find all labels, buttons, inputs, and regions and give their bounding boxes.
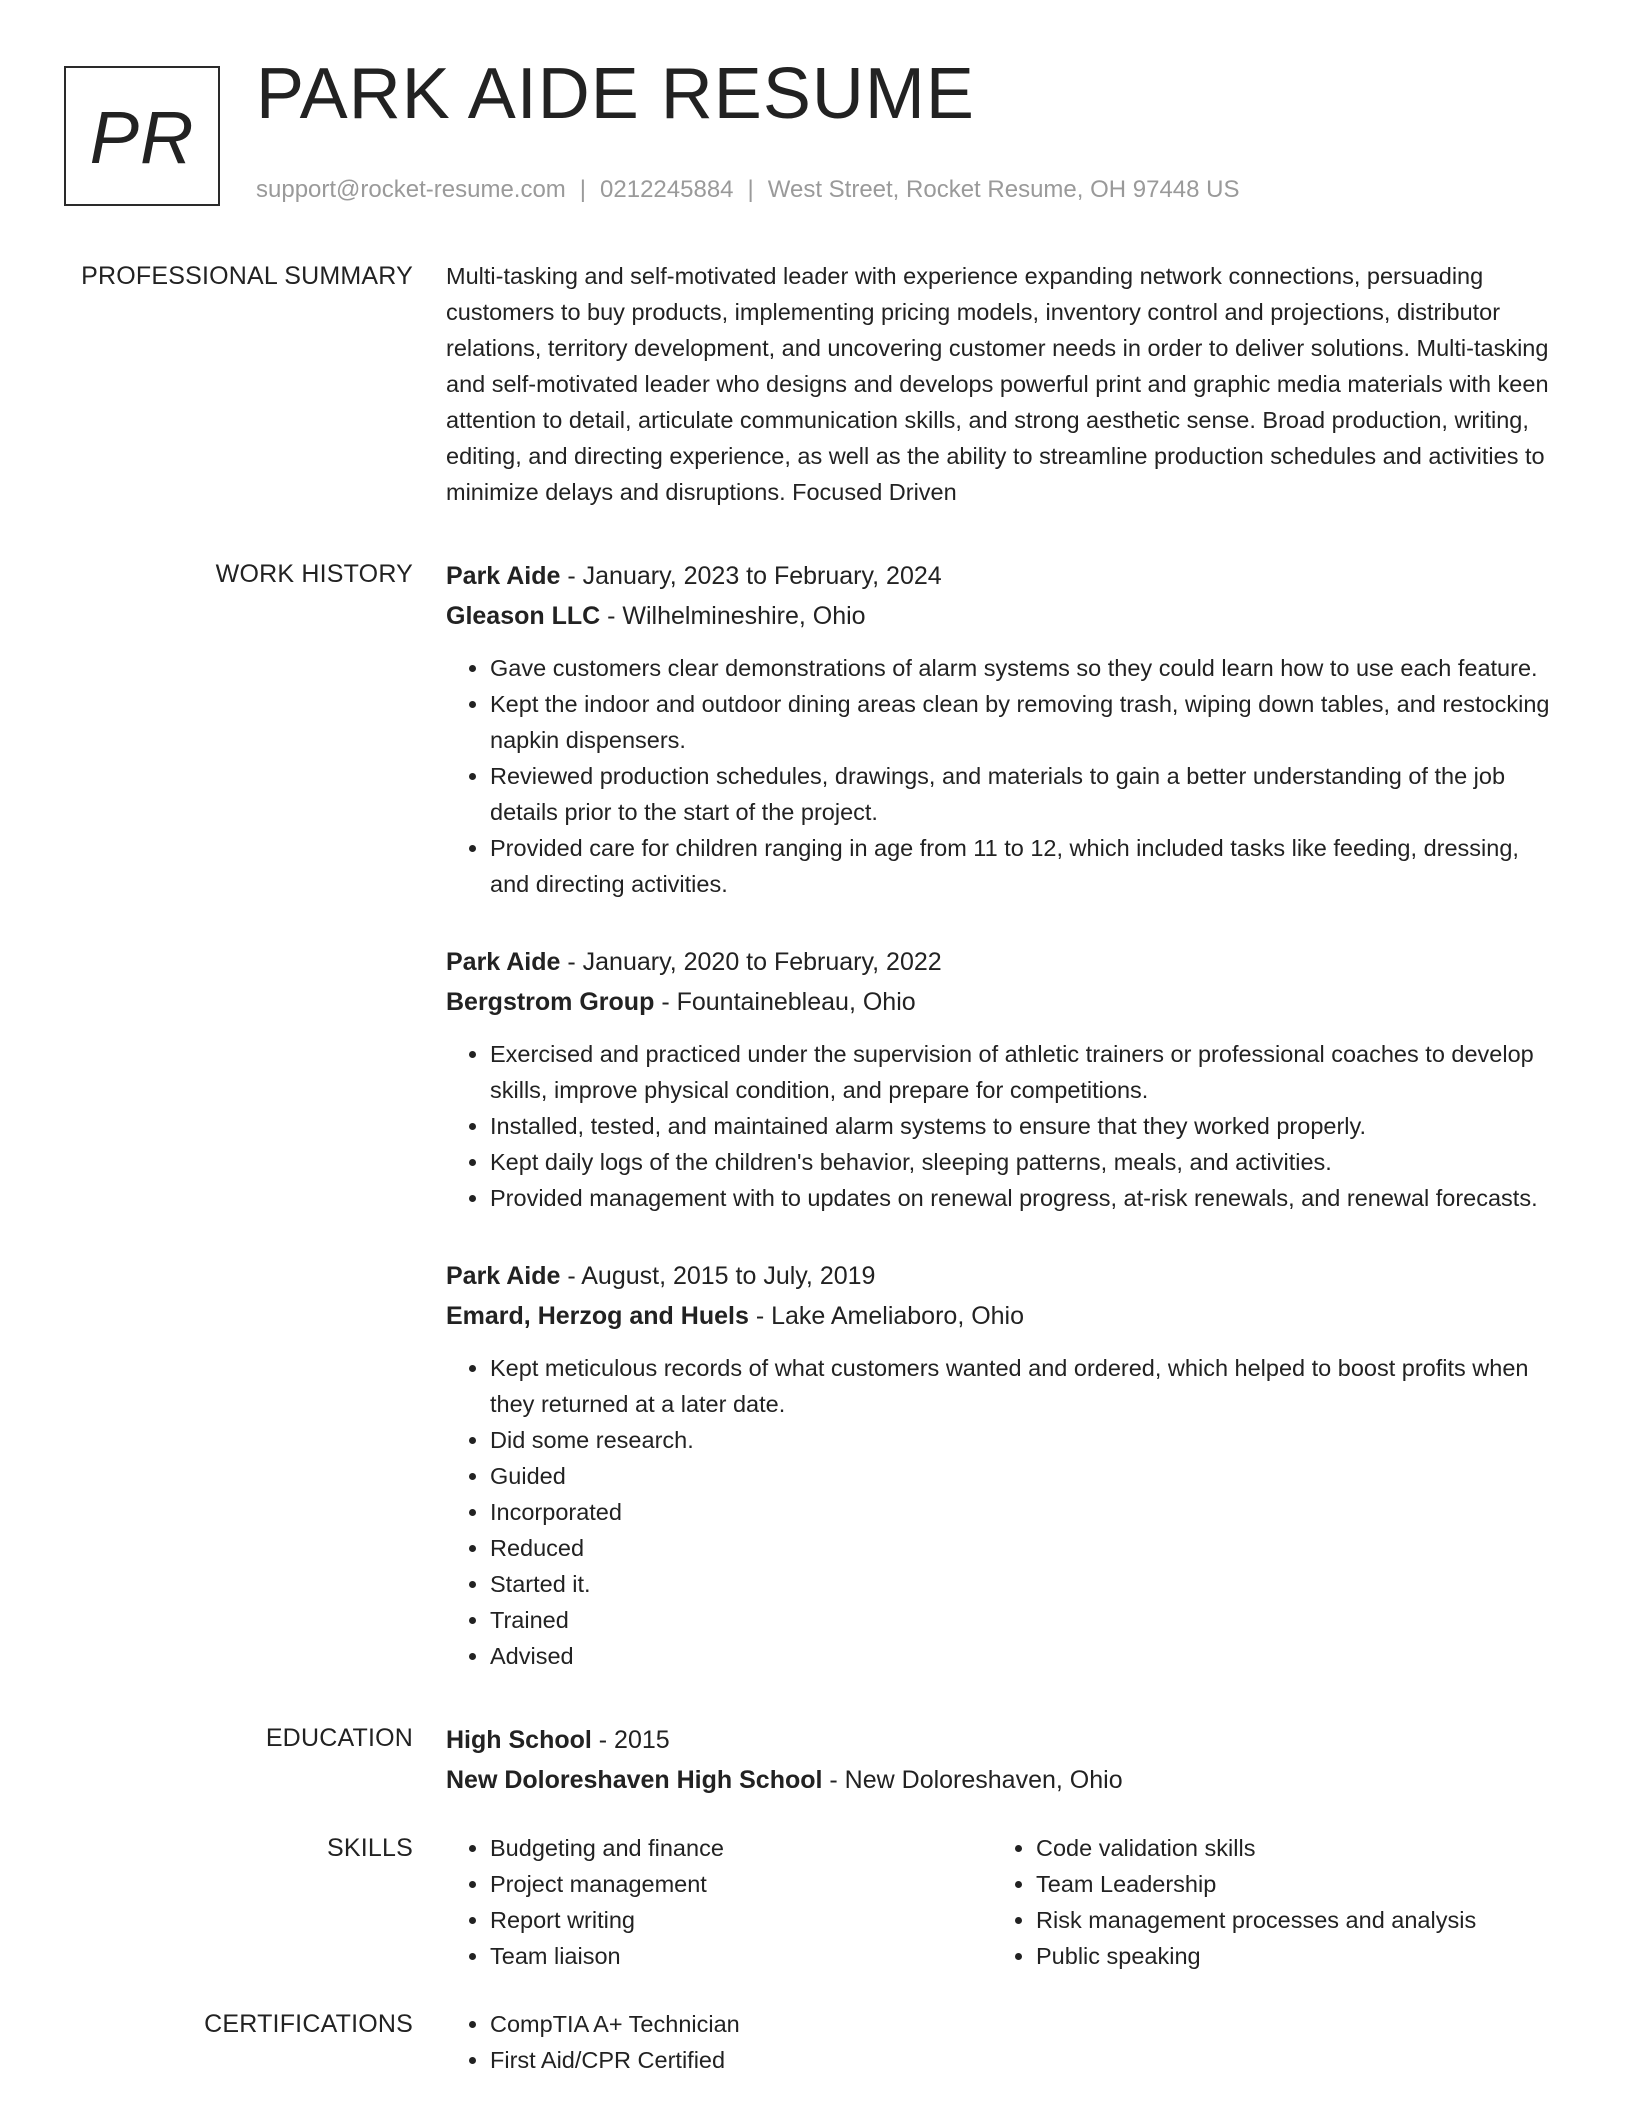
summary-text: Multi-tasking and self-motivated leader with experience expanding network connections, persuading customers to buy products, implementing pricing models, inventory control and projections, distributor relations, territory development, and uncovering customer needs in order to deliver solutions. Multi-tasking and self-motivated leader who designs and develops powerful print and graphic media materials with keen attention to detail, articulate communication skills, and strong aesthetic sense. Broad production, writing, editing, and directing experience, as well as the ability to streamline production schedules and activities to minimize delays and disruptions. Focused Driven — [446, 263, 1549, 505]
certification-item: • CompTIA A+ Technician — [490, 2006, 1558, 2042]
education-section — [0, 1720, 1632, 1800]
skill-item: • Risk management processes and analysis — [1036, 1902, 1538, 1938]
certifications-section — [0, 2006, 1632, 2078]
duty-item: • Reviewed production schedules, drawings, and materials to gain a better understanding of the job details prior to the start of the project. — [490, 758, 1558, 830]
duty-item: • Incorporated — [490, 1494, 1558, 1530]
certifications-heading: CERTIFICATIONS — [204, 2010, 413, 2038]
skill-item: • Budgeting and finance — [490, 1830, 992, 1866]
contact-phone: 0212245884 — [600, 176, 734, 203]
contact-separator: | — [579, 176, 587, 203]
job-title-line — [446, 1256, 1558, 1296]
education-degree-line — [446, 1720, 1558, 1760]
job-dates: - August, 2015 to July, 2019 — [567, 1262, 876, 1290]
job-title: Park Aide — [446, 948, 561, 976]
education-degree: High School — [446, 1726, 592, 1754]
job-dates: - January, 2023 to February, 2024 — [567, 562, 942, 590]
education-location: - New Doloreshaven, Ohio — [829, 1766, 1123, 1794]
duty-item: • Did some research. — [490, 1422, 1558, 1458]
job-company-line — [446, 596, 1558, 636]
education-year: - 2015 — [598, 1726, 670, 1754]
job-entry — [446, 942, 1558, 1216]
monogram-box — [64, 66, 220, 206]
job-title-line — [446, 556, 1558, 596]
resume-sections — [0, 258, 1632, 2078]
skills-column-right — [992, 1830, 1538, 1974]
duty-item: • Kept the indoor and outdoor dining areas clean by removing trash, wiping down tables, and restocking napkin dispensers. — [490, 686, 1558, 758]
duty-item: • Reduced — [490, 1530, 1558, 1566]
job-company: Gleason LLC — [446, 602, 601, 630]
job-company-line — [446, 982, 1558, 1022]
job-title-line — [446, 942, 1558, 982]
skills-grid — [446, 1830, 1558, 1974]
education-school-line — [446, 1760, 1558, 1800]
job-list — [446, 556, 1558, 1704]
skills-column-left — [446, 1830, 992, 1974]
skills-section — [0, 1830, 1632, 1974]
monogram-initials: PR — [89, 95, 195, 179]
duty-item: • Gave customers clear demonstrations of alarm systems so they could learn how to use each feature. — [490, 650, 1558, 686]
job-location: - Lake Ameliaboro, Ohio — [755, 1302, 1025, 1330]
job-entry — [446, 1256, 1558, 1674]
skill-item: • Team Leadership — [1036, 1866, 1538, 1902]
duty-item: • Provided management with to updates on renewal progress, at-risk renewals, and renewal forecasts. — [490, 1180, 1558, 1216]
duty-item: • Installed, tested, and maintained alarm systems to ensure that they worked properly. — [490, 1108, 1558, 1144]
certification-item: • First Aid/CPR Certified — [490, 2042, 1558, 2078]
duty-item: • Trained — [490, 1602, 1558, 1638]
skill-item: • Team liaison — [490, 1938, 992, 1974]
summary-heading: PROFESSIONAL SUMMARY — [81, 262, 413, 290]
contact-separator: | — [747, 176, 754, 203]
certifications-list — [446, 2006, 1558, 2078]
work-history-heading: WORK HISTORY — [215, 560, 413, 588]
skill-item: • Project management — [490, 1866, 992, 1902]
job-company: Emard, Herzog and Huels — [446, 1302, 749, 1330]
duty-item: • Guided — [490, 1458, 1558, 1494]
job-location: - Fountainebleau, Ohio — [661, 988, 916, 1016]
job-dates: - January, 2020 to February, 2022 — [567, 948, 942, 976]
contact-email: support@rocket-resume.com — [256, 176, 566, 203]
contact-line — [256, 176, 1240, 204]
duty-item: • Provided care for children ranging in age from 11 to 12, which included tasks like feeding, dressing, and directing activities. — [490, 830, 1558, 902]
job-entry — [446, 556, 1558, 902]
job-company: Bergstrom Group — [446, 988, 655, 1016]
skill-item: • Code validation skills — [1036, 1830, 1538, 1866]
job-duties — [446, 1036, 1558, 1216]
job-title: Park Aide — [446, 562, 561, 590]
duty-item: • Kept meticulous records of what customers wanted and ordered, which helped to boost profits when they returned at a later date. — [490, 1350, 1558, 1422]
education-heading: EDUCATION — [265, 1724, 413, 1752]
duty-item: • Advised — [490, 1638, 1558, 1674]
job-duties — [446, 1350, 1558, 1674]
skills-heading: SKILLS — [327, 1834, 413, 1862]
resume-title: PARK AIDE RESUME — [256, 54, 975, 134]
job-company-line — [446, 1296, 1558, 1336]
job-title: Park Aide — [446, 1262, 561, 1290]
duty-item: • Kept daily logs of the children's behavior, sleeping patterns, meals, and activities. — [490, 1144, 1558, 1180]
duty-item: • Started it. — [490, 1566, 1558, 1602]
education-school: New Doloreshaven High School — [446, 1766, 823, 1794]
skill-item: • Public speaking — [1036, 1938, 1538, 1974]
duty-item: • Exercised and practiced under the supervision of athletic trainers or professional coaches to develop skills, improve physical condition, and prepare for competitions. — [490, 1036, 1558, 1108]
summary-section — [0, 258, 1632, 510]
job-location: - Wilhelmineshire, Ohio — [607, 602, 866, 630]
job-duties — [446, 650, 1558, 902]
contact-address: West Street, Rocket Resume, OH 97448 US — [767, 176, 1240, 203]
work-history-section — [0, 556, 1632, 1704]
skill-item: • Report writing — [490, 1902, 992, 1938]
